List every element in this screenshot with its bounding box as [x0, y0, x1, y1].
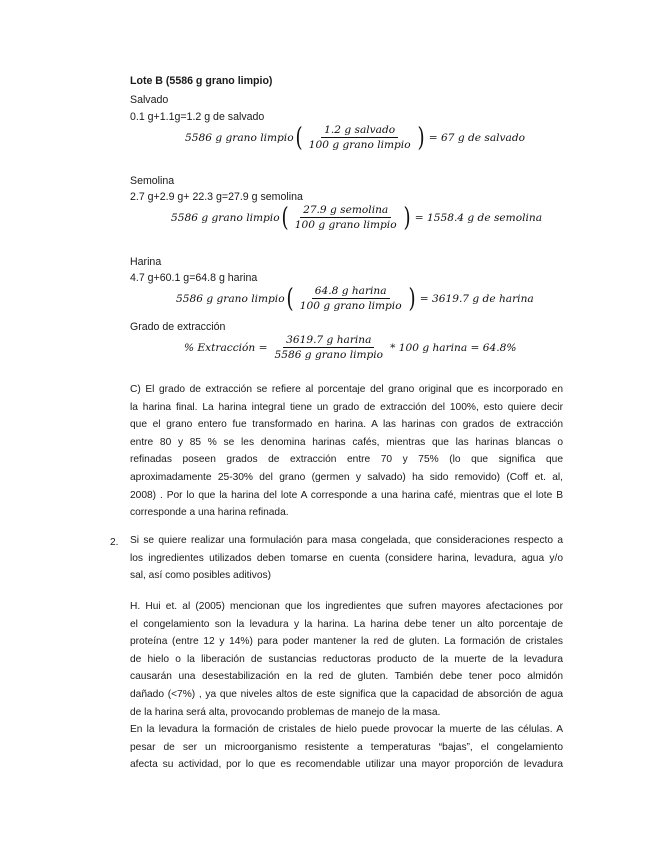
- eq-harina-numerator: 64.8 g harina: [312, 285, 390, 299]
- semolina-sum: 2.7 g+2.9 g+ 22.3 g=27.9 g semolina: [130, 191, 303, 203]
- question-line: Si se quiere realizar una formulación para masa congelada, que consideraciones respecto a: [130, 535, 563, 546]
- paragraph-line: corresponde a una harina refinada.: [130, 507, 289, 519]
- eq-semolina-rhs: = 1558.4 g de semolina: [414, 211, 543, 224]
- left-paren: (: [286, 283, 294, 314]
- eq-semolina-denominator: 100 g grano limpio: [294, 219, 397, 231]
- eq-salvado-rhs: = 67 g de salvado: [428, 131, 525, 144]
- eq-semolina-numerator: 27.9 g semolina: [300, 204, 391, 218]
- eq-extraccion-rhs: * 100 g harina = 64.8%: [390, 341, 517, 354]
- right-paren: ): [403, 202, 411, 233]
- eq-salvado-fraction: [306, 124, 414, 151]
- answer-paragraph: [130, 598, 563, 774]
- equation-semolina: [171, 204, 542, 231]
- answer-line: afecta su actividad, por lo que es recomendable utilizar una mayor proporción de levadura: [130, 759, 563, 771]
- answer-line: proteína (entre 12 y 14%) para poder mantener la red de gluten. La formación de cristales: [130, 636, 563, 648]
- equation-harina: [176, 285, 534, 312]
- question-text: [130, 532, 563, 585]
- right-paren: ): [417, 122, 425, 153]
- paragraph-line: la harina final. La harina integral tiene un grado de extracción del 100%, esto quiere decir: [130, 401, 563, 413]
- paragraph-line: que el grano entero fue transformado en harina. A las harinas con grados de extracción: [130, 419, 563, 431]
- question-line: los ingredientes utilizados deben tomarse en cuenta (considere harina, levadura, agua y/o: [130, 552, 563, 564]
- semolina-label: Semolina: [130, 175, 175, 187]
- answer-line: En la levadura la formación de cristales de hielo puede provocar la muerte de las células. A: [130, 724, 563, 736]
- eq-extraccion-numerator: 3619.7 g harina: [283, 334, 374, 348]
- eq-salvado-lhs: 5586 g grano limpio: [185, 131, 294, 144]
- eq-semolina-fraction: [292, 204, 400, 231]
- salvado-label: Salvado: [130, 94, 169, 106]
- eq-harina-lhs: 5586 g grano limpio: [176, 292, 285, 305]
- salvado-sum: 0.1 g+1.1g=1.2 g de salvado: [130, 111, 265, 123]
- paragraph-c: [130, 381, 563, 522]
- eq-harina-denominator: 100 g grano limpio: [299, 300, 402, 312]
- answer-line: pesar de ser un microorganismo resistente a temperaturas “bajas”, el congelamiento: [130, 741, 563, 753]
- answer-line: de hielo o la liberación de sustancias reductoras producto de la muerte de la levadura: [130, 653, 563, 665]
- eq-extraccion-denominator: 5586 g grano limpio: [274, 349, 384, 361]
- answer-line: causarán una desestabilización en la red de gluten. También debe tener poco almidón: [130, 671, 563, 683]
- right-paren: ): [408, 283, 416, 314]
- question-number: 2.: [110, 537, 119, 548]
- lote-b-heading: Lote B (5586 g grano limpio): [130, 75, 273, 87]
- eq-salvado-denominator: 100 g grano limpio: [308, 139, 411, 151]
- answer-line: H. Hui et. al (2005) mencionan que los ingredientes que sufren mayores afectaciones por: [130, 601, 563, 612]
- answer-line: de la harina será alta, provocando problemas de manejo de la masa.: [130, 706, 441, 718]
- left-paren: (: [295, 122, 303, 153]
- eq-harina-rhs: = 3619.7 g de harina: [419, 292, 534, 305]
- paragraph-line: refinadas poseen grados de extracción entre 70 y 75% (lo que significa que: [130, 454, 563, 466]
- left-paren: (: [281, 202, 289, 233]
- harina-sum: 4.7 g+60.1 g=64.8 g harina: [130, 272, 258, 284]
- eq-salvado-numerator: 1.2 g salvado: [321, 124, 398, 138]
- answer-line: el congelamiento son la levadura y la harina. La harina debe tener un alto porcentaje de: [130, 618, 563, 630]
- grado-label: Grado de extracción: [130, 321, 226, 333]
- paragraph-line: C) El grado de extracción se refiere al porcentaje del grano original que es incorporado en: [130, 384, 563, 395]
- equation-salvado: [185, 124, 525, 151]
- paragraph-line: 2008) . Por lo que la harina del lote A corresponde a una harina café, mientras que el lote B: [130, 489, 563, 501]
- eq-extraccion-lhs: % Extracción =: [184, 341, 268, 354]
- harina-label: Harina: [130, 256, 162, 268]
- paragraph-line: entre 80 y 85 % se les denomina harinas cafés, mientras que las harinas blancas o: [130, 436, 563, 448]
- eq-harina-fraction: [297, 285, 405, 312]
- paragraph-line: aproximadamente 25-30% del grano (germen y salvado) ha sido removido) (Coff et. al,: [130, 471, 563, 483]
- question-line: sal, así como posibles aditivos): [130, 570, 271, 582]
- answer-line: dañado (<7%) , ya que niveles altos de este significa que la capacidad de absorción de agua: [130, 688, 563, 700]
- equation-extraccion: [184, 334, 516, 361]
- eq-extraccion-fraction: [271, 334, 386, 361]
- eq-semolina-lhs: 5586 g grano limpio: [171, 211, 280, 224]
